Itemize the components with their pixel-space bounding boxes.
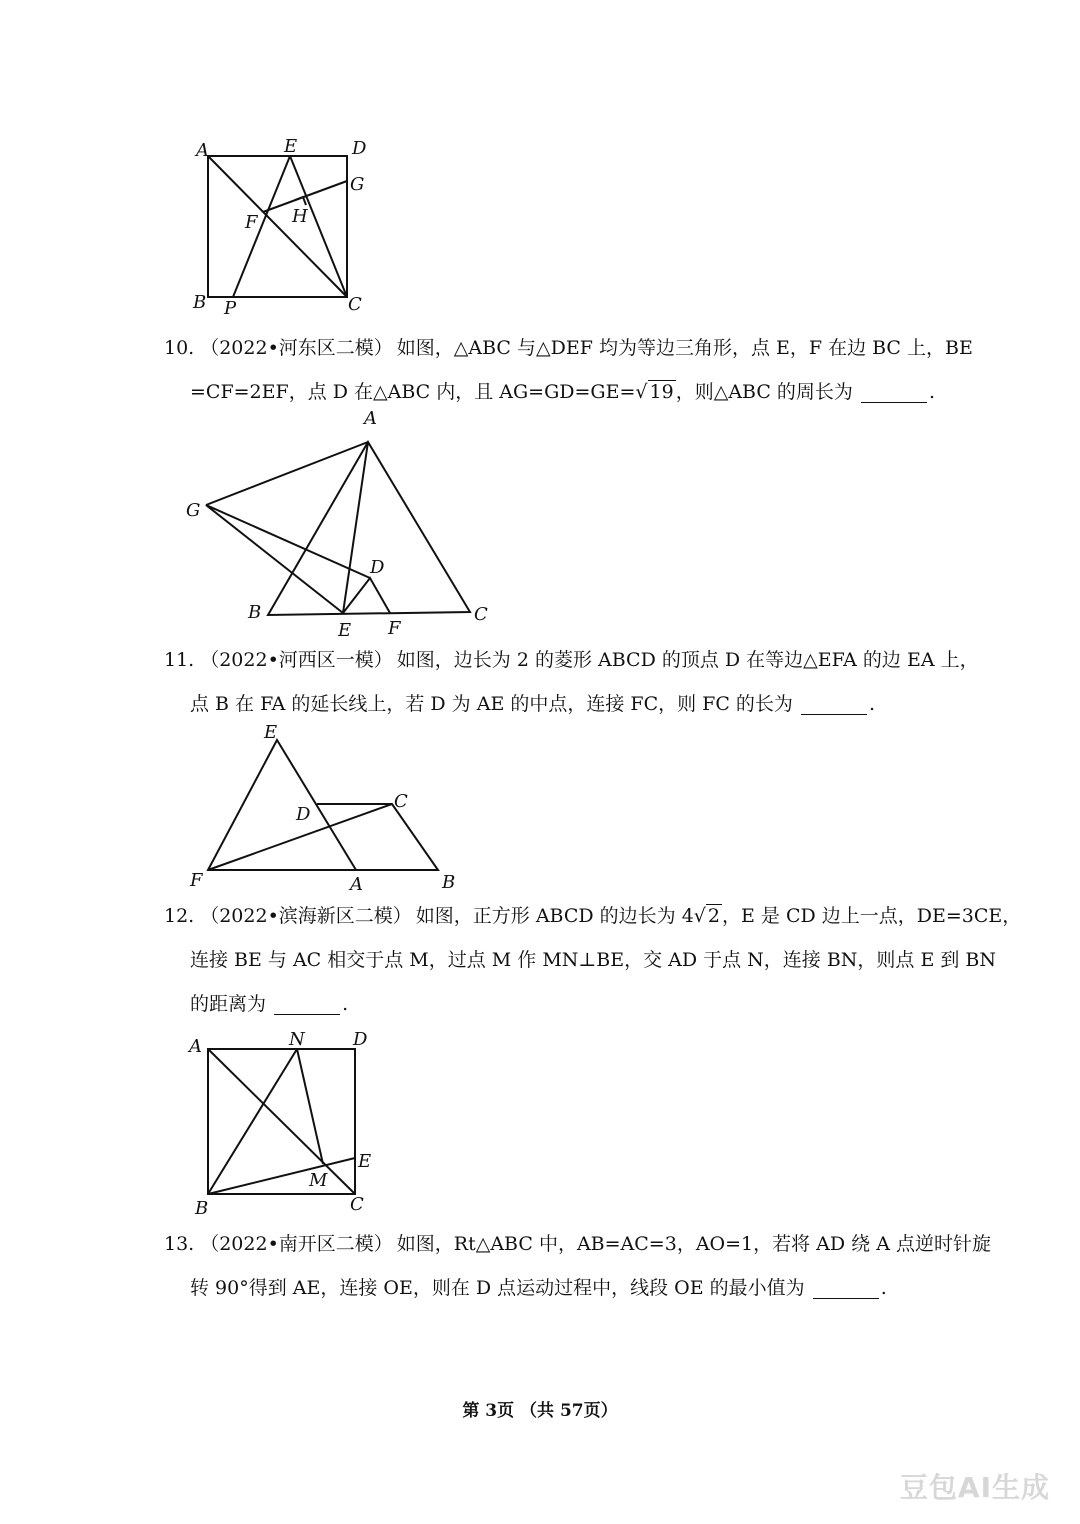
label-d: D — [370, 557, 385, 578]
label-f: F — [190, 870, 203, 891]
label-m: M — [309, 1170, 328, 1191]
label-d: D — [353, 1029, 368, 1050]
period: . — [342, 993, 349, 1015]
label-c: C — [394, 791, 408, 812]
segment-bn — [208, 1049, 297, 1194]
label-d: D — [352, 138, 367, 159]
label-b: B — [193, 292, 207, 313]
label-f: F — [245, 212, 258, 233]
sqrt-radicand: 19 — [649, 381, 674, 403]
sqrt-expression: √ 2 — [693, 905, 720, 927]
label-a: A — [189, 1036, 202, 1057]
question-text: 的距离为 — [190, 993, 267, 1015]
label-e: E — [338, 620, 352, 641]
segment-gd — [206, 505, 370, 578]
question-text: ，则△ABC 的周长为 — [675, 381, 853, 403]
answer-blank[interactable] — [861, 383, 927, 403]
label-g: G — [350, 174, 365, 195]
right-angle-mark — [295, 197, 306, 205]
label-a: A — [364, 408, 377, 429]
question-text: 点 B 在 FA 的延长线上，若 D 为 AE 的中点，连接 FC，则 FC 的长为 — [190, 693, 793, 715]
label-e: E — [284, 136, 298, 157]
segment-ac — [208, 156, 347, 297]
question-text: ，E 是 CD 边上一点，DE=3CE， — [722, 905, 1022, 927]
label-g: G — [186, 500, 201, 521]
question-text: 转 90°得到 AE，连接 OE，则在 D 点运动过程中，线段 OE 的最小值为 — [190, 1277, 805, 1299]
question-text: 连接 BE 与 AC 相交于点 M，过点 M 作 MN⊥BE，交 AD 于点 N，连接 BN，则点 E 到 BN — [190, 949, 996, 971]
label-d: D — [296, 804, 311, 825]
label-b: B — [442, 872, 456, 893]
label-c: C — [474, 604, 488, 625]
label-c: C — [348, 294, 362, 315]
question-13 — [164, 1222, 991, 1310]
question-text: =CF=2EF，点 D 在△ABC 内，且 AG=GD=GE= — [190, 381, 636, 403]
figure-q10 — [180, 408, 510, 643]
answer-blank[interactable] — [813, 1279, 879, 1299]
label-a: A — [196, 140, 209, 161]
sqrt-radicand: 2 — [707, 905, 720, 927]
label-b: B — [195, 1198, 209, 1219]
label-f: F — [388, 618, 401, 639]
figure-q12 — [185, 1026, 385, 1221]
sqrt-expression: √ 19 — [635, 381, 674, 403]
figure-q9 — [190, 132, 380, 322]
triangle-def — [343, 578, 390, 613]
label-n: N — [289, 1029, 305, 1050]
question-number: 10. — [164, 337, 195, 359]
question-12 — [164, 894, 1022, 1026]
label-c: C — [350, 1194, 364, 1215]
label-e: E — [358, 1151, 372, 1172]
question-text: 如图，△ABC 与△DEF 均为等边三角形，点 E，F 在边 BC 上，BE — [396, 337, 973, 359]
label-a: A — [350, 874, 363, 895]
label-h: H — [292, 206, 308, 227]
triangle-abc — [268, 442, 470, 615]
question-source: （2022•滨海新区二模） — [200, 905, 412, 927]
question-source: （2022•河西区一模） — [200, 649, 393, 671]
figure-q11 — [180, 718, 470, 898]
question-10 — [164, 326, 973, 414]
period: . — [880, 1277, 887, 1299]
period: . — [928, 381, 936, 403]
segment-be — [208, 1158, 355, 1194]
answer-blank[interactable] — [801, 695, 867, 715]
period: . — [868, 693, 876, 715]
answer-blank[interactable] — [274, 995, 340, 1015]
question-text: 如图，Rt△ABC 中，AB=AC=3，AO=1，若将 AD 绕 A 点逆时针旋 — [396, 1233, 991, 1255]
question-text: 如图，边长为 2 的菱形 ABCD 的顶点 D 在等边△EFA 的边 EA 上， — [396, 649, 979, 671]
question-11 — [164, 638, 979, 726]
watermark: 豆包AI生成 — [899, 1471, 1050, 1504]
question-source: （2022•河东区二模） — [200, 337, 393, 359]
label-b: B — [248, 602, 262, 623]
question-source: （2022•南开区二模） — [200, 1233, 393, 1255]
label-e: E — [264, 722, 278, 743]
question-number: 13. — [164, 1233, 195, 1255]
question-text: 如图，正方形 ABCD 的边长为 4 — [415, 905, 694, 927]
label-p: P — [224, 298, 237, 319]
question-number: 12. — [164, 905, 195, 927]
segment-ac — [208, 1049, 355, 1194]
question-number: 11. — [164, 649, 195, 671]
segment-gb-a — [206, 442, 368, 505]
segment-ep — [233, 156, 290, 297]
page-footer: 第 3页 （共 57页） — [462, 1401, 618, 1421]
segment-nm — [297, 1049, 323, 1164]
segment-ae — [343, 442, 368, 613]
